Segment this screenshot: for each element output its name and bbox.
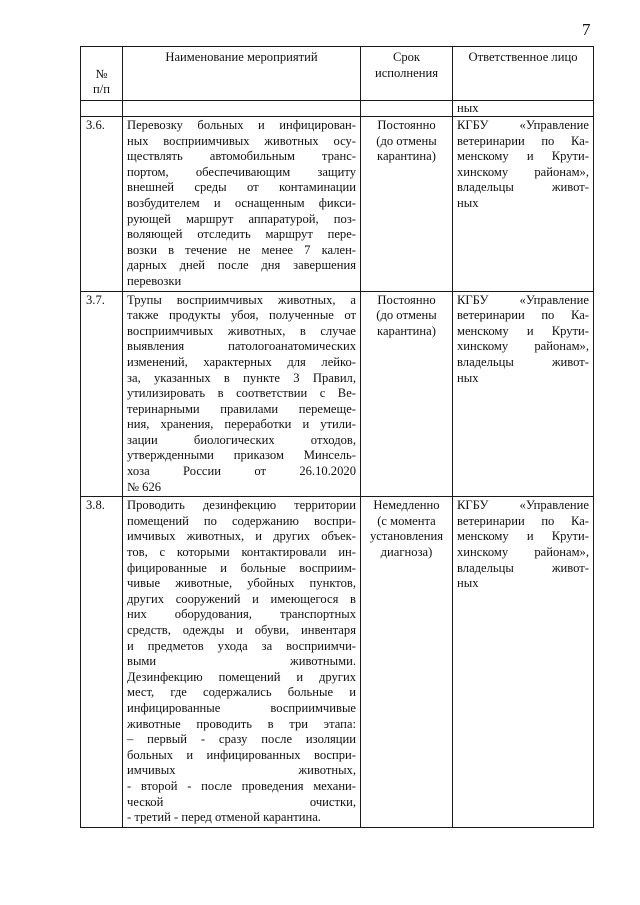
measure-line: ния, хранения, переработки и утили- — [127, 417, 356, 432]
measure-description — [123, 117, 361, 292]
measure-line: возки в течение не менее 7 кален- — [127, 242, 356, 257]
measure-line: – первый - сразу после изоляции — [127, 732, 356, 747]
responsible-line: владельцы живот- — [457, 354, 589, 369]
measure-description — [123, 291, 361, 497]
table-row — [81, 117, 594, 292]
measure-line: инфицированные восприимчивые — [127, 700, 356, 715]
page-number: 7 — [582, 20, 591, 39]
measure-line: Перевозку больных и инфицирован- — [127, 118, 356, 132]
continuation-row — [81, 101, 594, 117]
term-line: диагноза) — [380, 545, 433, 560]
measure-line: средств, одежды и обуви, инвентаря — [127, 623, 356, 637]
responsible-line: ветеринарии по Ка- — [457, 133, 589, 148]
table-row — [81, 291, 594, 497]
measure-line: ческой очистки, — [127, 794, 356, 809]
table-header-row — [81, 47, 594, 101]
measure-line: выявления патологоанатомических — [127, 339, 356, 354]
responsible-line: менскому и Крути- — [457, 149, 589, 164]
responsible-party — [453, 291, 594, 497]
responsible-line: хинскому районам», — [457, 164, 589, 179]
responsible-line: менскому и Крути- — [457, 323, 589, 338]
continuation-cell — [361, 101, 453, 117]
measure-term — [361, 497, 453, 827]
responsible-line: ных — [457, 195, 479, 210]
measure-line: дарных дней после дня завершения — [127, 258, 356, 273]
measure-line: помещений по содержанию воспри- — [127, 513, 356, 528]
measure-line: восприимчивых животных, в случае — [127, 323, 356, 338]
responsible-party — [453, 497, 594, 827]
responsible-line: ных — [457, 576, 479, 591]
responsible-line: ных — [457, 370, 479, 385]
header-term-line: Срок — [392, 50, 421, 64]
header-number-line: п/п — [93, 82, 110, 97]
measure-line: перевозки — [127, 273, 182, 288]
measure-line: хоза России от 26.10.2020 — [127, 464, 356, 479]
measure-line: мест, где содержались больные и — [127, 685, 356, 700]
measure-line: имчивых животных, и других объек- — [127, 529, 356, 544]
term-line: установления — [369, 529, 444, 544]
measure-line: за, указанных в пункте 3 Правил, — [127, 370, 356, 385]
header-term-line: исполнения — [374, 65, 439, 80]
measure-line: имчивых животных, — [127, 763, 356, 778]
measure-line: фицированные и больные восприим- — [127, 560, 356, 575]
measure-line: возбудителем и оснащенным фикси- — [127, 195, 356, 210]
row-number: 3.7. — [81, 291, 123, 497]
measure-line: рующей маршрут аппаратурой, поз- — [127, 211, 356, 226]
continuation-cell — [123, 101, 361, 117]
measure-line: них оборудования, транспортных — [127, 607, 356, 622]
responsible-party — [453, 117, 594, 292]
responsible-line: хинскому районам», — [457, 339, 589, 354]
term-line: (до отмены — [376, 133, 437, 148]
term-line: карантина) — [377, 323, 436, 338]
measure-line: чивые животные, убойных пунктов, — [127, 576, 356, 591]
table-row — [81, 497, 594, 827]
responsible-line: ветеринарии по Ка- — [457, 308, 589, 323]
measure-line: зации биологических отходов, — [127, 432, 356, 447]
term-line: Постоянно — [377, 118, 436, 132]
measure-term — [361, 291, 453, 497]
responsible-line: ветеринарии по Ка- — [457, 513, 589, 528]
header-name: Наименование мероприятий — [123, 47, 361, 101]
measure-line: утвержденными приказом Минсель- — [127, 448, 356, 463]
measure-line: ществлять автомобильным транс- — [127, 149, 356, 164]
measure-line: тов, с которыми контактировали ин- — [127, 545, 356, 560]
responsible-line: владельцы живот- — [457, 560, 589, 575]
measure-line: изменений, характерных для лейко- — [127, 354, 356, 369]
measure-line: выми животными. — [127, 654, 356, 669]
measure-line: и предметов ухода за восприимчи- — [127, 638, 356, 653]
term-line: (до отмены — [376, 308, 437, 323]
measure-line: Трупы восприимчивых животных, а — [127, 292, 356, 307]
measure-line: внешней среды от контаминации — [127, 180, 356, 195]
measure-line: больных и инфицированных воспри- — [127, 747, 356, 762]
header-term — [361, 47, 453, 101]
measures-table — [80, 46, 594, 828]
responsible-line: КГБУ «Управление — [457, 292, 589, 307]
continuation-cell — [81, 101, 123, 117]
measure-line: также продукты убоя, полученные от — [127, 308, 356, 323]
measure-line: утилизировать в соответствии с Ве- — [127, 386, 356, 401]
responsible-line: КГБУ «Управление — [457, 118, 589, 132]
measure-line: - третий - перед отменой карантина. — [127, 810, 321, 825]
measure-line: портом, обеспечивающим защиту — [127, 164, 356, 179]
row-number: 3.8. — [81, 497, 123, 827]
header-number-line: № — [95, 66, 108, 81]
measure-description — [123, 497, 361, 827]
continuation-responsible: ных — [453, 101, 594, 117]
term-line: Немедленно — [373, 498, 440, 513]
header-responsible: Ответственное лицо — [453, 47, 594, 101]
responsible-line: хинскому районам», — [457, 545, 589, 560]
header-number — [81, 47, 123, 101]
measure-line: - второй - после проведения механи- — [127, 778, 356, 793]
term-line: Постоянно — [377, 292, 436, 307]
measure-line: животные проводить в три этапа: — [127, 716, 356, 731]
responsible-line: КГБУ «Управление — [457, 498, 589, 513]
measure-line: воляющей отследить маршрут пере- — [127, 227, 356, 242]
measure-line: Проводить дезинфекцию территории — [127, 498, 356, 513]
measure-line: ных восприимчивых животных осу- — [127, 133, 356, 148]
term-line: (с момента — [377, 513, 436, 528]
responsible-line: менскому и Крути- — [457, 529, 589, 544]
term-line: карантина) — [377, 149, 436, 164]
responsible-line: владельцы живот- — [457, 180, 589, 195]
measure-term — [361, 117, 453, 292]
row-number: 3.6. — [81, 117, 123, 292]
measure-line: других сооружений и имеющегося в — [127, 591, 356, 606]
measure-line: № 626 — [127, 479, 162, 494]
measure-line: Дезинфекцию помещений и других — [127, 669, 356, 684]
measure-line: теринарными правилами перемеще- — [127, 401, 356, 416]
